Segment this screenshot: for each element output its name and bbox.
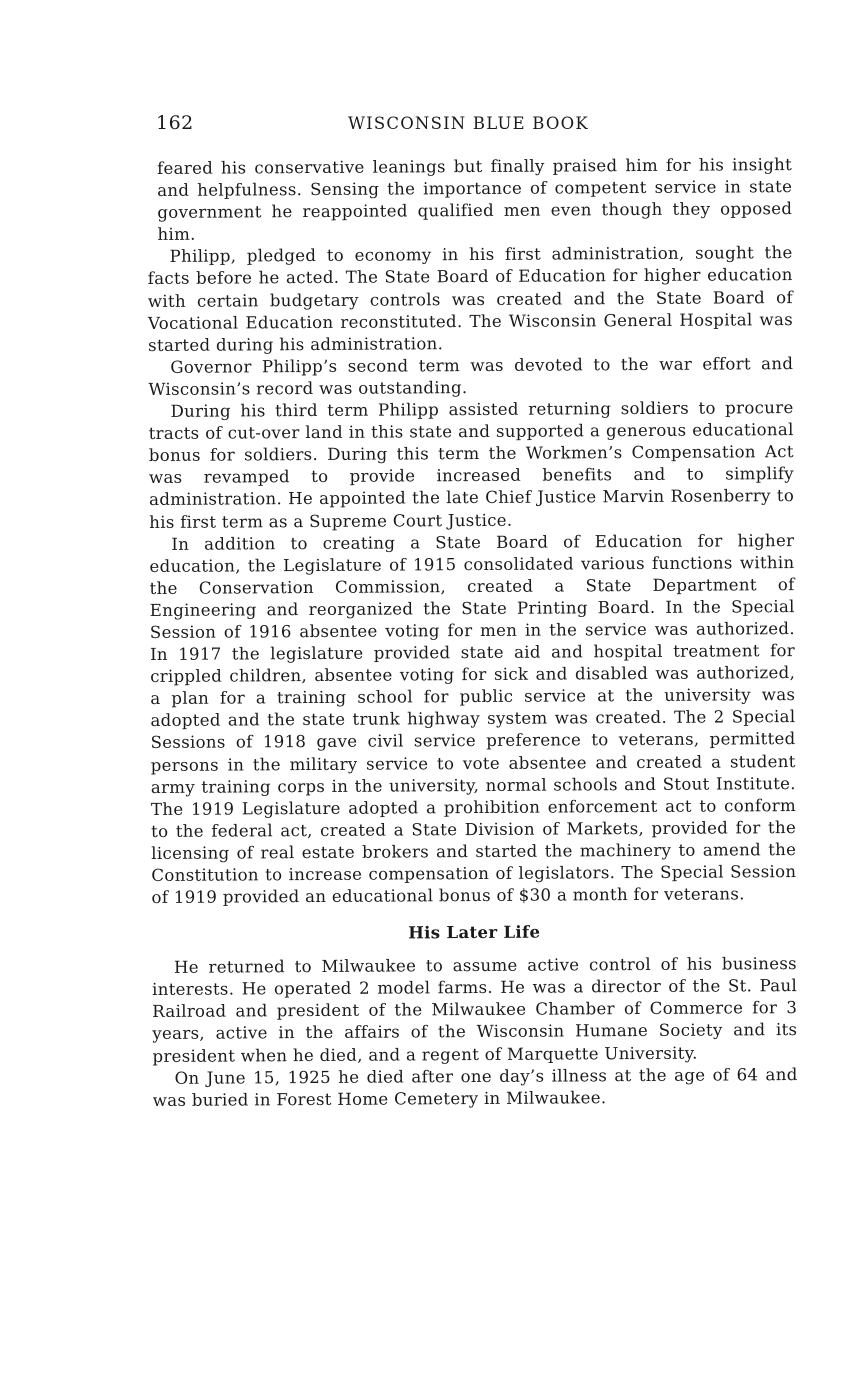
book-title: WISCONSIN BLUE BOOK xyxy=(348,114,589,133)
paragraph-death: On June 15, 1925 he died after one day’s illness at the age of 64 and was buried in Forest Home Cemetery in Milwaukee. xyxy=(152,1064,798,1110)
paragraph-legislature: In addition to creating a State Board of Education for higher education, the Legislature of 1915 consolidated various functions within the Conservation Commission, created a State Department of Engineering and reorganized the State Printing Board. In the Special Session of 1916 absentee voting for men in the service was authorized. In 1917 the legislature provided state aid and hospital treatment for crippled children, absentee voting for sick and disabled was authorized, a plan for a training school for public service at the university was adopted and the state trunk highway system was created. The 2 Special Sessions of 1918 gave civil service preference to veterans, permitted persons in the military service to vote absentee and created a student army training corps in the university, normal schools and Stout Institute. The 1919 Legislature adopted a prohibition enforcement act to conform to the federal act, created a State Division of Markets, provided for the licensing of real estate brokers and started the machinery to amend the Constitution to increase compensation of legislators. The Special Session of 1919 provided an educational bonus of $30 a month for veterans. xyxy=(149,530,797,908)
running-head xyxy=(156,112,791,140)
body-text xyxy=(147,154,798,1112)
section-heading-later-life: His Later Life xyxy=(408,921,541,943)
page-number: 162 xyxy=(156,112,194,134)
paragraph-later-life: He returned to Milwaukee to assume active control of his business interests. He operated 2 model farms. He was a director of the St. Paul Railroad and president of the Milwaukee Chamber of Commerce for 3 years, active in the affairs of the Wisconsin Humane Society and its president when he died, and a regent of Marquette University. xyxy=(152,954,798,1066)
paragraph-third-term: During his third term Philipp assisted returning soldiers to procure tracts of cut-over land in this state and supported a generous educational bonus for soldiers. During this term the Workmen’s Compensation Act was revamped to provide increased benefits and to simplify administration. He appointed the late Chief Justice Marvin Rosenberry to his first term as a Supreme Court Justice. xyxy=(148,398,795,532)
paragraph-continued: feared his conservative leanings but finally praised him for his insight and helpfulness. Sensing the importance of competent service in state government he reappointed qualified men even though they opposed him. xyxy=(157,155,793,245)
paragraph-second-term: Governor Philipp’s second term was devoted to the war effort and Wisconsin’s record was outstanding. xyxy=(148,353,794,399)
paragraph-philipp-economy: Philipp, pledged to economy in his first administration, sought the facts before he acted. The State Board of Education for higher education with certain budgetary controls was created and the State Board of Vocational Education reconstituted. The Wisconsin General Hospital was started during his administration. xyxy=(147,243,794,355)
